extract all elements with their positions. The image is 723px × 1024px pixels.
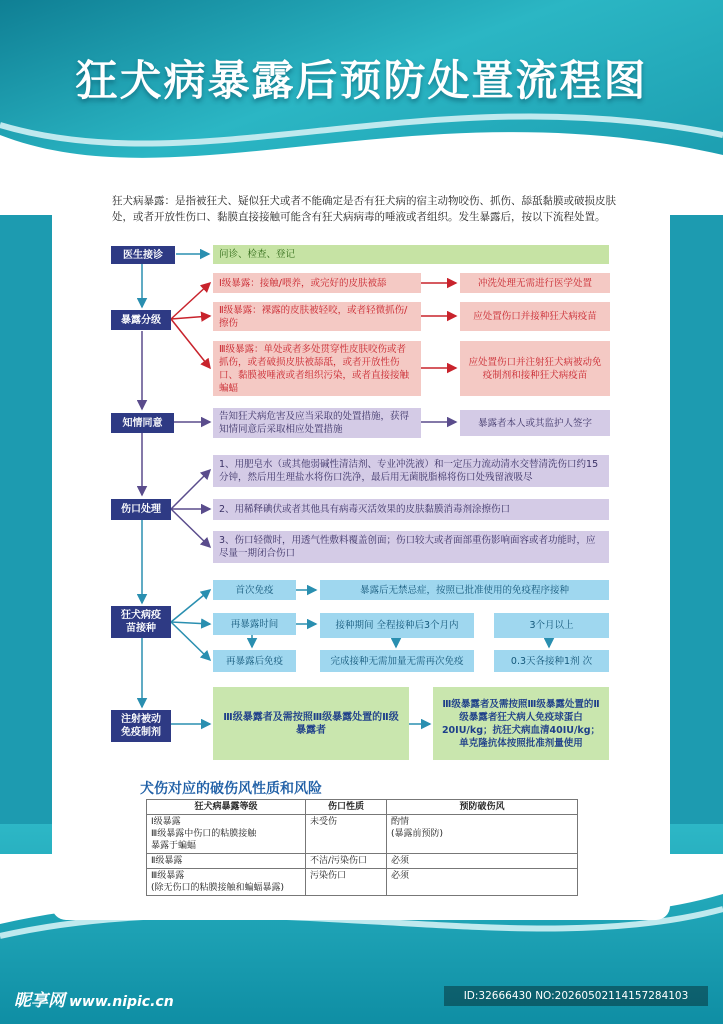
grade-2-description: Ⅱ级暴露：裸露的皮肤被轻咬，或者轻微抓伤/擦伤 (213, 302, 421, 331)
passive-dosage: Ⅲ级暴露者及需按照Ⅲ级暴露处置的Ⅱ级暴露者狂犬病人免疫球蛋白20IU/kg；抗狂犬病血清40IU/kg；单克隆抗体按照批准剂量使用 (433, 687, 609, 760)
cell-nature: 不洁/污染伤口 (306, 854, 387, 869)
cell-level: Ⅱ级暴露 (147, 854, 306, 869)
table-row (147, 869, 578, 896)
wound-step-1: 1、用肥皂水（或其他弱碱性清洁剂、专业冲洗液）和一定压力流动清水交替清洗伤口约15分钟，然后用生理盐水将伤口洗净，最后用无菌脱脂棉将伤口处残留液吸尽 (213, 455, 609, 487)
vaccine-no-booster: 完成接种无需加量无需再次免疫 (320, 650, 474, 672)
tetanus-risk-table (146, 799, 578, 896)
vaccine-reexposure-time: 再暴露时间 (213, 613, 296, 635)
wound-step-3: 3、伤口轻微时，用透气性敷料覆盖创面；伤口较大或者面部重伤影响面容或者功能时，应尽量一期闭合伤口 (213, 531, 609, 563)
page-title: 狂犬病暴露后预防处置流程图 (75, 56, 648, 105)
cell-prevention: 酌情 (暴露前预防) (387, 815, 578, 854)
watermark-logo-text: 昵享网 (14, 991, 65, 1011)
step-doctor-diagnosis: 医生接诊 (111, 246, 175, 264)
passive-target-group: Ⅲ级暴露者及需按照Ⅲ级暴露处置的Ⅱ级暴露者 (213, 687, 409, 760)
step-informed-consent: 知情同意 (111, 413, 174, 433)
watermark-site: www.nipic.cn (69, 994, 174, 1010)
intro-paragraph: 狂犬病暴露：是指被狂犬、疑似狂犬或者不能确定是否有狂犬病的宿主动物咬伤、抓伤、舔舐黏膜或破损皮肤处，或者开放性伤口、黏膜直接接触可能含有狂犬病病毒的唾液或者组织。发生暴露后，按以下流程处置。 (112, 195, 616, 223)
consent-signature: 暴露者本人或其监护人签字 (460, 410, 610, 436)
grade-2-action: 应处置伤口并接种狂犬病疫苗 (460, 302, 610, 331)
cell-nature: 污染伤口 (306, 869, 387, 896)
cell-nature: 未受伤 (306, 815, 387, 854)
header-wound-nature: 伤口性质 (306, 800, 387, 815)
vaccine-two-doses: 0.3天各接种1剂 次 (494, 650, 609, 672)
vaccine-after-reexposure: 再暴露后免疫 (213, 650, 296, 672)
cell-prevention: 必须 (387, 869, 578, 896)
cell-level: Ⅰ级暴露 Ⅲ级暴露中伤口的粘膜接触 暴露于蝙蝠 (147, 815, 306, 854)
step-wound-treatment: 伤口处理 (111, 499, 171, 520)
vaccine-over-3-months: 3个月以上 (494, 613, 609, 638)
header-exposure-level: 狂犬病暴露等级 (147, 800, 306, 815)
grade-3-description: Ⅲ级暴露：单处或者多处贯穿性皮肤咬伤或者抓伤，或者破损皮肤被舔舐，或者开放性伤口、黏膜被唾液或者组织污染，或者直接接触蝙蝠 (213, 341, 421, 396)
vaccine-first-detail: 暴露后无禁忌症，按照已批准使用的免疫程序接种 (320, 580, 609, 600)
vaccine-first-immunization: 首次免疫 (213, 580, 296, 600)
wound-step-2: 2、用稀释碘伏或者其他具有病毒灭活效果的皮肤黏膜消毒剂涂擦伤口 (213, 499, 609, 520)
watermark-logo (14, 986, 174, 1011)
grade-1-action: 冲洗处理无需进行医学处置 (460, 273, 610, 293)
step-passive-immunization: 注射被动免疫制剂 (111, 710, 171, 742)
diagnosis-detail: 问诊、检查、登记 (213, 245, 609, 264)
table-header-row (147, 800, 578, 815)
step-vaccination: 狂犬病疫苗接种 (111, 606, 171, 638)
image-id-label: ID:32666430 NO:20260502114157284103 (444, 986, 708, 1006)
vaccine-within-3-months: 接种期间 全程接种后3个月内 (320, 613, 474, 638)
step-exposure-grading: 暴露分级 (111, 310, 171, 330)
consent-detail: 告知狂犬病危害及应当采取的处置措施，获得知情同意后采取相应处置措施 (213, 408, 421, 438)
cell-prevention: 必须 (387, 854, 578, 869)
cell-level: Ⅲ级暴露 (除无伤口的粘膜接触和蝙蝠暴露) (147, 869, 306, 896)
table-row (147, 815, 578, 854)
table-row (147, 854, 578, 869)
tetanus-section-title: 犬伤对应的破伤风性质和风险 (140, 781, 322, 797)
grade-3-action: 应处置伤口并注射狂犬病被动免疫制剂和接种狂犬病疫苗 (460, 341, 610, 396)
header-tetanus-prevention: 预防破伤风 (387, 800, 578, 815)
grade-1-description: Ⅰ级暴露：接触/喂养，或完好的皮肤被舔 (213, 273, 421, 293)
